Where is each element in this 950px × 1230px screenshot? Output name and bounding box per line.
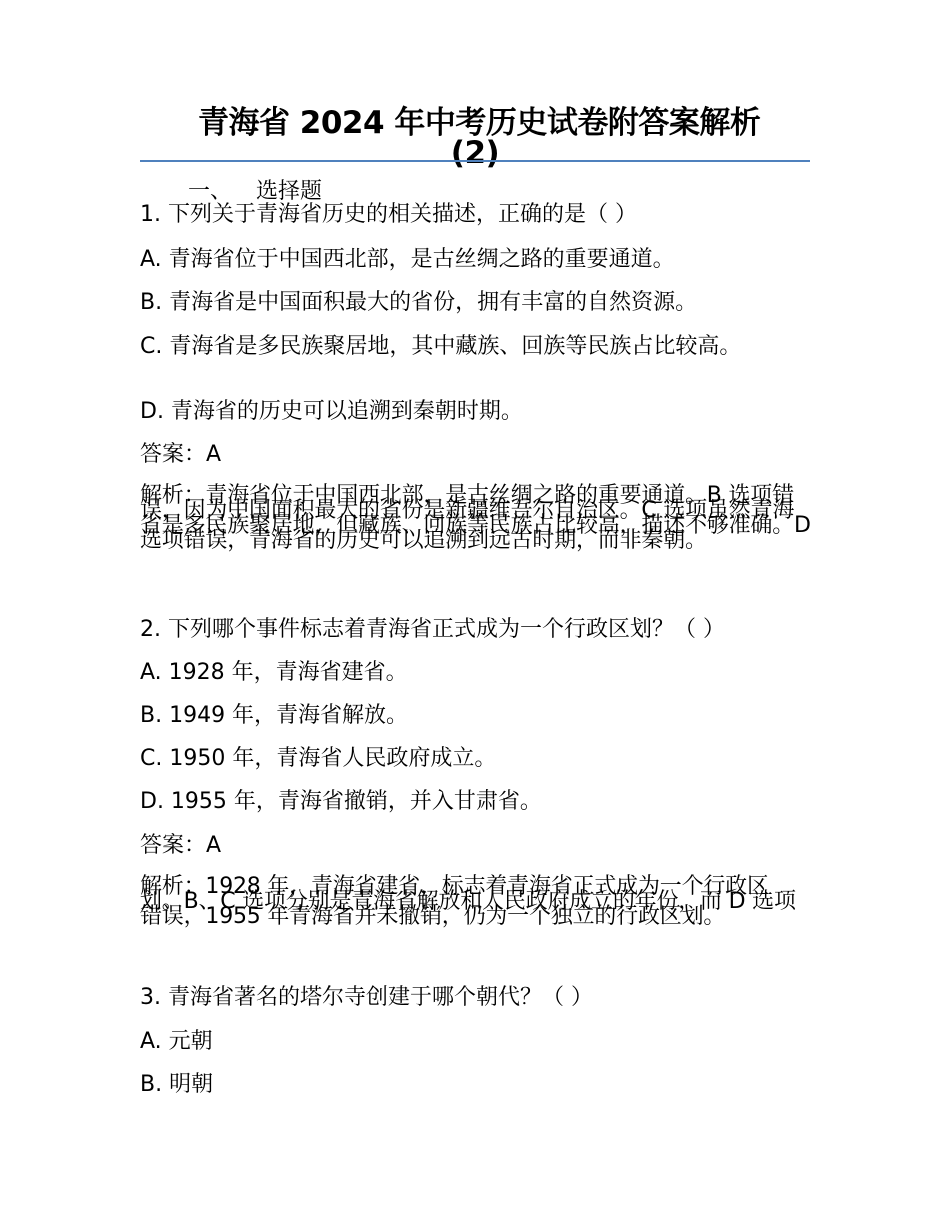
question-option: B. 青海省是中国面积最大的省份，拥有丰富的自然资源。 [140, 290, 698, 315]
analysis-paragraph: 解析：1928 年，青海省建省，标志着青海省正式成为一个行政区划。B、C 选项分别是青海省解放和人民政府成立的年份，而 D 选项错误，1955 年青海省并未撤销，仍为一个独立的行政区划。 [140, 874, 796, 929]
section-heading [188, 180, 322, 204]
title-line-1: 青海省 2024 年中考历史试卷附答案解析 [198, 105, 761, 141]
title-line-2: (2) [450, 135, 500, 171]
question-option: A. 青海省位于中国西北部，是古丝绸之路的重要通道。 [140, 247, 675, 272]
section-number: 一、 [188, 179, 233, 204]
section-title: 选择题 [256, 179, 323, 204]
answer-line: 答案：A [140, 442, 222, 467]
title-divider [140, 160, 810, 162]
question-option: D. 1955 年，青海省撤销，并入甘肃省。 [140, 789, 542, 814]
question-option: D. 青海省的历史可以追溯到秦朝时期。 [140, 399, 523, 424]
question-option: B. 明朝 [140, 1072, 214, 1097]
analysis-paragraph: 解析：青海省位于中国西北部，是古丝绸之路的重要通道。B 选项错误，因为中国面积最大的省份是新疆维吾尔自治区。C 选项虽然青海省是多民族聚居地，但藏族、回族等民族占比较高，描述不够准确。D 选项错误，青海省的历史可以追溯到远古时期，而非秦朝。 [140, 483, 811, 553]
question-stem: 2. 下列哪个事件标志着青海省正式成为一个行政区划？（ ） [140, 617, 725, 642]
question-option: A. 1928 年，青海省建省。 [140, 660, 408, 685]
question-option: A. 元朝 [140, 1029, 213, 1054]
question-option: B. 1949 年，青海省解放。 [140, 703, 409, 728]
question-stem: 1. 下列关于青海省历史的相关描述，正确的是（ ） [140, 202, 637, 227]
question-option: C. 1950 年，青海省人民政府成立。 [140, 746, 497, 771]
answer-line: 答案：A [140, 833, 222, 858]
question-option: C. 青海省是多民族聚居地，其中藏族、回族等民族占比较高。 [140, 334, 742, 359]
question-stem: 3. 青海省著名的塔尔寺创建于哪个朝代？（ ） [140, 985, 593, 1010]
